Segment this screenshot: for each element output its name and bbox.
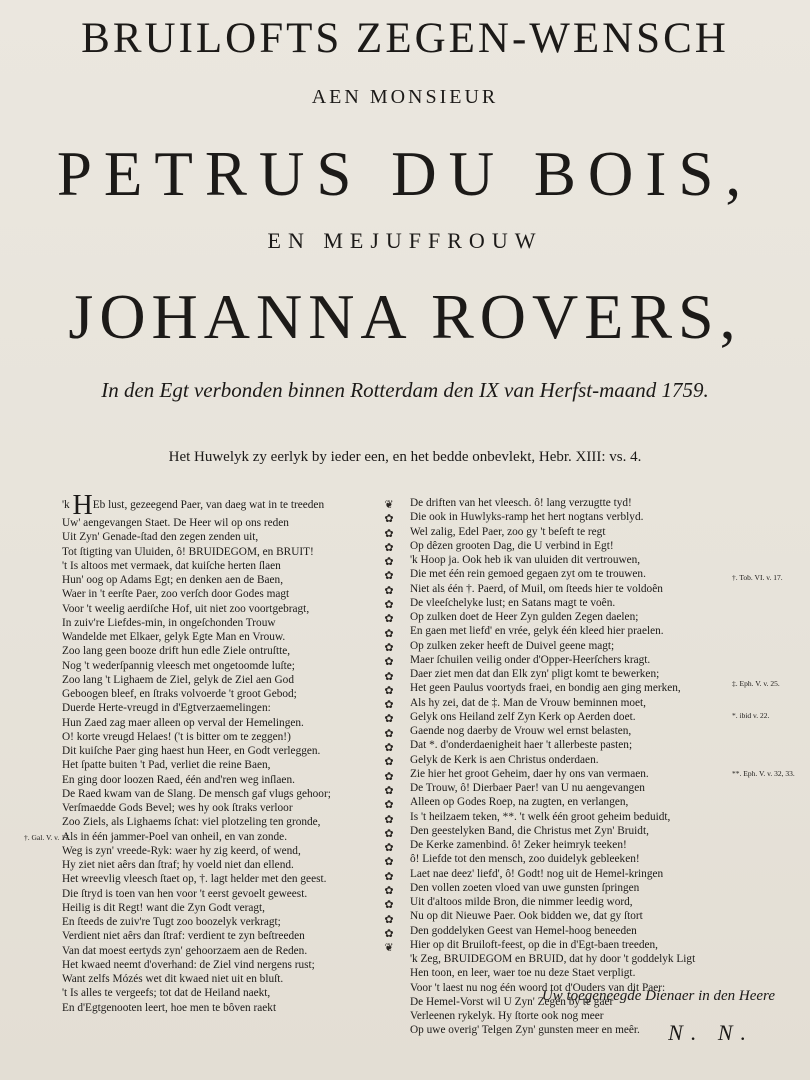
- poem-line: Weg is zyn' vreede-Ryk: waer hy zig keerd, of wend,: [62, 844, 301, 857]
- margin-note-eph-32: **. Eph. V. v. 32, 33.: [732, 769, 795, 778]
- poem-line: En d'Egtgenooten leert, hoe men te bôven raekt: [62, 1001, 277, 1014]
- poem-right-column: [410, 496, 740, 1038]
- drop-initial: H: [72, 490, 93, 521]
- poem-line: Die ook in Huwlyks-ramp het hert nogtans verblyd.: [410, 511, 644, 524]
- poem-line: Het ſpatte buiten 't Pad, verliet die reine Baen,: [62, 759, 271, 772]
- poem-line: Den goddelyken Geest van Hemel-hoog beneeden: [410, 924, 637, 937]
- ornament-glyph: ✿: [384, 541, 394, 554]
- poem-line: Nu op dit Nieuwe Paer. Ook bidden we, dat gy ſtort: [410, 910, 643, 923]
- poem-line: 't Is altoos met vermaek, dat kuiſche herten ſlaen: [62, 559, 281, 572]
- ornament-glyph: ✿: [384, 684, 394, 697]
- poem-line: In zuiv're Liefdes-min, in ongeſchonden Trouw: [62, 616, 276, 629]
- poem-line: Verleenen rykelyk. Hy ſtorte ook nog meer: [410, 1010, 604, 1022]
- ornament-glyph: ✿: [384, 842, 394, 855]
- poem-line: ô! Liefde tot den mensch, zoo duidelyk gebleeken!: [410, 853, 640, 866]
- poem-line: Niet als één †. Paerd, of Muil, om ſteeds hier te voldoên: [410, 582, 663, 595]
- poem-line: Die met één rein gemoed gegaen zyt om te trouwen.: [410, 568, 646, 581]
- poem-line: Wandelde met Elkaer, gelyk Egte Man en Vrouw.: [62, 631, 286, 643]
- poem-line: Heilig is dit Regt! want die Zyn Godt veragt,: [62, 901, 265, 914]
- poem-line: De Trouw, ô! Dierbaer Paer! van U nu aengevangen: [410, 782, 645, 794]
- ornament-glyph: ✿: [384, 913, 394, 926]
- poem-line: Want zelfs Mózés wet dit kwaed niet uit en bluſt.: [62, 973, 284, 985]
- poem-line: Alleen op Godes Roep, na zugten, en verlangen,: [410, 796, 629, 809]
- ornament-glyph: ✿: [384, 927, 394, 940]
- title-main: BRUILOFTS ZEGEN-WENSCH: [81, 15, 729, 62]
- margin-note-tob: †. Tob. VI. v. 17.: [732, 573, 783, 582]
- poem-line: Het wreevlig vleesch ſtaet op, †. lagt helder met den geest.: [62, 873, 327, 886]
- poem-line: De Kerke zamenbind. ô! Zeker heimryk teeken!: [410, 839, 627, 851]
- ornament-glyph: ✿: [384, 570, 394, 583]
- poem-line: Uw' aengevangen Staet. De Heer wil op ons reden: [62, 517, 289, 529]
- poem-left-column: [62, 490, 362, 1015]
- poem-line: De Raed kwam van de Slang. De mensch gaf vlugs gehoor;: [62, 787, 331, 800]
- poem-line: Is 't heilzaem teken, **. 't welk één groot geheim beduidt,: [410, 810, 671, 823]
- ornament-divider: [381, 498, 397, 958]
- poem-line: De driften van het vleesch. ô! lang verzugtte tyd!: [410, 497, 632, 509]
- poem-line: Den geestelyken Band, die Christus met Zyn' Bruidt,: [410, 824, 649, 837]
- poem-line: Gelyk de Kerk is aen Christus onderdaen.: [410, 753, 599, 766]
- signature-closing: Uw toegeneegde Dienaer in den Heere: [541, 988, 775, 1004]
- poem-line: Het geen Paulus voortyds fraei, en bondig aen ging merken,: [410, 682, 681, 695]
- margin-note-gal: †. Gal. V. v. 17.: [24, 833, 71, 842]
- ornament-glyph: ✿: [384, 699, 394, 712]
- ornament-glyph: ✿: [384, 799, 394, 812]
- signature-initials: N. N.: [668, 1020, 754, 1045]
- bride-name: JOHANNA ROVERS,: [68, 281, 742, 352]
- poem-line: O! korte vreugd Helaes! ('t is bitter om te zeggen!): [62, 730, 291, 743]
- ornament-glyph: ✿: [384, 756, 394, 769]
- ornament-glyph: ✿: [384, 670, 394, 683]
- title-connector: EN MEJUFFROUW: [267, 228, 543, 253]
- poem-line: Als hy zei, dat de ‡. Man de Vrouw beminnen moet,: [410, 696, 646, 709]
- ornament-glyph: ✿: [384, 599, 394, 612]
- ornament-glyph: ✿: [384, 613, 394, 626]
- poem-line: Nog 't wederſpannig vleesch met ongetoomde luſte;: [62, 659, 295, 672]
- poem-line: Tot ſtigting van Uluiden, ô! BRUIDEGOM, en BRUIT!: [62, 545, 314, 558]
- poem-line: En ging door loozen Raed, één and'ren weg inſlaen.: [62, 773, 295, 786]
- poem-line: Dat *. d'onderdaenigheit haer 't allerbeste pasten;: [410, 739, 633, 752]
- poem-line: Hun Zaed zag maer alleen op verval der Hemelingen.: [62, 716, 304, 729]
- poem-line: Waer in 't eerſte Paer, zoo verſch door Godes magt: [62, 588, 290, 601]
- poem-line: Als in één jammer-Poel van onheil, en van zonde.: [62, 830, 288, 843]
- poem-line: Zoo lang geen booze drift hun edle Ziele ontruſtte,: [62, 645, 291, 658]
- poem-line: Op zulken doet de Heer Zyn gulden Zegen daelen;: [410, 611, 639, 623]
- poem-line: Van dat moest eertyds zyn' gehoorzaem aen de Reden.: [62, 944, 308, 957]
- scripture-motto: Het Huwelyk zy eerlyk by ieder een, en het bedde onbevlekt, Hebr. XIII: vs. 4.: [168, 449, 642, 465]
- poem-line: Zoo Ziels, als Lighaems ſchat: viel plotzeling ten gronde,: [62, 816, 321, 829]
- ornament-glyph: ✿: [384, 885, 394, 898]
- poem-line: Hun' oog op Adams Egt; en denken aen de Baen,: [62, 574, 284, 586]
- ornament-glyph: ❦: [384, 942, 394, 955]
- poem-line: De Hemel-Vorst wil U Zyn' Zegen by te gaer: [410, 995, 614, 1008]
- poem-line: Geboogen bleef, en ſtraks volvoerde 't groot Gebod;: [62, 688, 297, 700]
- ornament-glyph: ✿: [384, 899, 394, 912]
- poem-line: Maer ſchuilen veilig onder d'Opper-Heerſchers kragt.: [410, 653, 651, 666]
- poem-line: Zoo lang 't Lighaem de Ziel, gelyk de Ziel aen God: [62, 673, 294, 686]
- poem-line: Verdient niet aêrs dan ſtraf: verdient te zyn beſtreeden: [62, 930, 305, 943]
- ornament-glyph: ✿: [384, 584, 394, 597]
- ornament-glyph: ✿: [384, 870, 394, 883]
- poem-line: Laet nae deez' liefd', ô! Godt! nog uit de Hemel-kringen: [410, 867, 664, 880]
- poem-line: Gaende nog daerby de Vrouw wel ernst belasten,: [410, 725, 632, 737]
- ornament-glyph: ✿: [384, 770, 394, 783]
- ornament-glyph: ❦: [384, 499, 394, 511]
- wedding-date-subtitle: In den Egt verbonden binnen Rotterdam den IX van Herfst-maand 1759.: [101, 378, 709, 402]
- poem-line: Die ſtryd is toen van hen voor 't eerst gevoelt geweest.: [62, 887, 308, 900]
- poem-line: Zie hier het groot Geheim, daer hy ons van vermaen.: [410, 767, 649, 780]
- ornament-glyph: ✿: [384, 556, 394, 569]
- ornament-glyph: ✿: [384, 656, 394, 669]
- title-dedication: AEN MONSIEUR: [311, 86, 499, 108]
- poem-line: 't Is alles te vergeefs; tot dat de Heiland naekt,: [62, 987, 271, 1000]
- margin-note-eph-25: ‡. Eph. V. v. 25.: [732, 679, 780, 688]
- poem-line: Daer ziet men dat dan Elk zyn' pligt komt te bewerken;: [410, 668, 660, 680]
- ornament-glyph: ✿: [384, 784, 394, 797]
- poem-line: De vleeſchelyke lust; en Satans magt te voên.: [410, 596, 616, 609]
- poem-line: En gaen met liefd' en vrée, gelyk één kleed hier praelen.: [410, 625, 664, 638]
- poem-line: Voor 't laest nu nog één woord tot d'Ouders van dit Paer:: [410, 981, 666, 994]
- ornament-glyph: ✿: [384, 513, 394, 526]
- poem-line: Gelyk ons Heiland zelf Zyn Kerk op Aerden doet.: [410, 710, 636, 723]
- ornament-glyph: ✿: [384, 627, 394, 640]
- ornament-glyph: ✿: [384, 713, 394, 726]
- poem-line: Op zulken zeker heeft de Duivel geene magt;: [410, 639, 615, 652]
- ornament-glyph: ✿: [384, 527, 394, 540]
- poem-line: Wel zalig, Edel Paer, zoo gy 't beſeft te regt: [410, 525, 606, 538]
- ornament-glyph: ✿: [384, 813, 394, 826]
- ornament-glyph: ✿: [384, 742, 394, 755]
- groom-name: PETRUS DU BOIS,: [56, 139, 754, 209]
- poem-line: Hen toon, en leer, waer toe nu deze Staet verpligt.: [410, 967, 636, 980]
- poem-line: Uit Zyn' Genade-ſtad den zegen zenden uit,: [62, 531, 259, 544]
- poem-line: Hier op dit Bruiloft-feest, op die in d'Egt-baen treeden,: [410, 938, 658, 951]
- ornament-glyph: ✿: [384, 727, 394, 740]
- ornament-glyph: ✿: [384, 827, 394, 840]
- poem-line: 'k Zeg, BRUIDEGOM en BRUID, dat hy door 't goddelyk Ligt: [410, 953, 696, 965]
- poem-first-line: 'k HEb lust, gezeegend Paer, van daeg wat in te treeden: [62, 490, 325, 521]
- poem-line: Uit d'altoos milde Bron, die nimmer leedig word,: [410, 896, 633, 908]
- ornament-glyph: ✿: [384, 641, 394, 654]
- poem-line: Verſmaedde Gods Bevel; wes hy ook ſtraks verloor: [62, 802, 293, 814]
- poem-line: 'k Hoop ja. Ook heb ik van uluiden dit vertrouwen,: [410, 554, 641, 566]
- poem-line: En ſteeds de zuiv're Tugt zoo boozelyk verkragt;: [62, 916, 281, 928]
- poem-line: Duerde Herte-vreugd in d'Egtverzaemelingen:: [62, 702, 271, 715]
- poem-line: Dit kuiſche Paer ging haest hun Heer, en Godt verleggen.: [62, 745, 321, 757]
- poem-line: Voor 't weelig aerdiſche Hof, uit niet zoo voortgebragt,: [62, 602, 310, 615]
- poem-line: Op uwe overig' Telgen Zyn' gunsten meer en meêr.: [410, 1024, 640, 1037]
- margin-note-ibid: *. ibid v. 22.: [732, 711, 770, 720]
- ornament-glyph: ✿: [384, 856, 394, 869]
- poem-line: Op dêzen grooten Dag, die U verbind in Egt!: [410, 539, 614, 552]
- poem-line: Het kwaed neemt d'overhand: de Ziel vind nergens rust;: [62, 958, 315, 971]
- poem-line: Hy ziet niet aêrs dan ſtraf; hy voeld niet dan ellend.: [62, 859, 294, 871]
- poem-line: Den vollen zoeten vloed van uwe gunsten ſpringen: [410, 881, 640, 894]
